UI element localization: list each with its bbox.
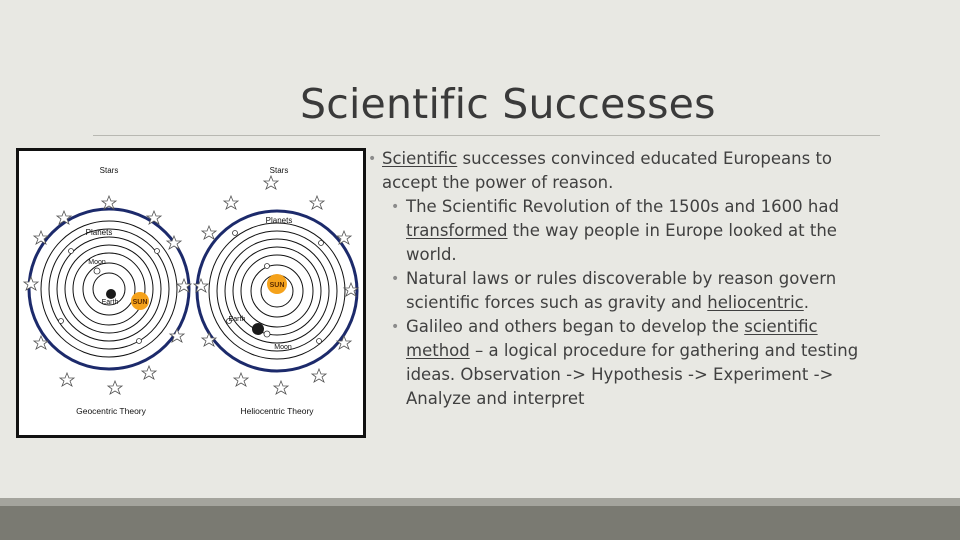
bullet-marker: • <box>391 271 400 287</box>
planet-icon <box>319 241 324 246</box>
planet-icon <box>59 319 64 324</box>
theory-diagram <box>16 148 366 438</box>
helio-label-planets: Planets <box>265 216 293 225</box>
geo-orbit <box>73 253 145 325</box>
earth-icon <box>106 289 116 299</box>
planet-icon <box>265 264 270 269</box>
planet-icon <box>69 249 74 254</box>
bullet-text: the way people in Europe looked at the world. <box>406 221 837 264</box>
bullet-sub-2 <box>368 267 878 315</box>
bullet-marker: • <box>368 151 377 167</box>
bullet-marker: • <box>391 319 400 335</box>
bullet-text: . <box>803 293 809 312</box>
geo-orbit <box>83 263 135 315</box>
bullet-list <box>368 147 878 411</box>
star-icon <box>224 196 238 209</box>
bullet-marker: • <box>391 199 400 215</box>
star-icon <box>60 373 74 386</box>
diagram-svg <box>19 151 363 435</box>
star-icon <box>274 381 288 394</box>
star-icon <box>337 336 351 349</box>
geo-orbit <box>49 229 169 349</box>
bullet-sub-1 <box>368 195 878 267</box>
moon-icon <box>94 268 100 274</box>
underlined-term: heliocentric <box>707 293 804 312</box>
star-icon <box>264 176 278 189</box>
geo-label-sun: SUN <box>132 299 148 306</box>
geo-orbit <box>41 221 177 357</box>
helio-label-stars: Stars <box>269 166 289 175</box>
bullet-text: Galileo and others began to develop the <box>406 317 745 336</box>
helio-label-sun: SUN <box>269 282 285 289</box>
planet-icon <box>137 339 142 344</box>
geocentric-model <box>24 166 191 416</box>
slide-title: Scientific Successes <box>300 80 716 128</box>
underlined-term: scientific method <box>406 317 818 360</box>
star-icon <box>24 277 38 290</box>
geo-caption: Geocentric Theory <box>76 406 146 416</box>
helio-label-moon: Moon <box>274 344 292 351</box>
bullet-text: successes convinced educated Europeans to accept the power of reason. <box>382 149 833 192</box>
planet-icon <box>155 249 160 254</box>
title-divider <box>93 135 880 136</box>
geo-label-planets: Planets <box>85 228 113 237</box>
star-icon <box>234 373 248 386</box>
bullet-main <box>368 147 878 195</box>
underlined-term: transformed <box>406 221 508 240</box>
star-icon <box>142 366 156 379</box>
geo-label-stars: Stars <box>99 166 119 175</box>
planet-icon <box>233 231 238 236</box>
bullet-text: Natural laws or rules discoverable by reason govern scientific forces such as gravity and <box>406 269 837 312</box>
heliocentric-model <box>194 166 358 416</box>
star-icon <box>312 369 326 382</box>
geo-label-moon: Moon <box>88 259 106 266</box>
geo-label-earth: Earth <box>101 299 119 306</box>
star-icon <box>202 226 216 239</box>
footer-bar-highlight <box>0 498 960 506</box>
star-icon <box>108 381 122 394</box>
bullet-sub-3 <box>368 315 878 411</box>
underlined-term: Scientific <box>382 149 458 168</box>
helio-label-earth: Earth <box>228 316 246 323</box>
bullet-text: The Scientific Revolution of the 1500s and 1600 had <box>406 197 839 216</box>
earth-icon <box>252 323 264 335</box>
planet-icon <box>317 339 322 344</box>
geo-orbit <box>65 245 153 333</box>
bullet-text: – a logical procedure for gathering and testing ideas. Observation -> Hypothesis -> Experiment -> Analyze and interpret <box>406 341 859 408</box>
helio-caption: Heliocentric Theory <box>240 406 314 416</box>
star-icon <box>310 196 324 209</box>
moon-icon <box>264 331 270 337</box>
star-icon <box>102 196 116 209</box>
star-icon <box>202 333 216 346</box>
